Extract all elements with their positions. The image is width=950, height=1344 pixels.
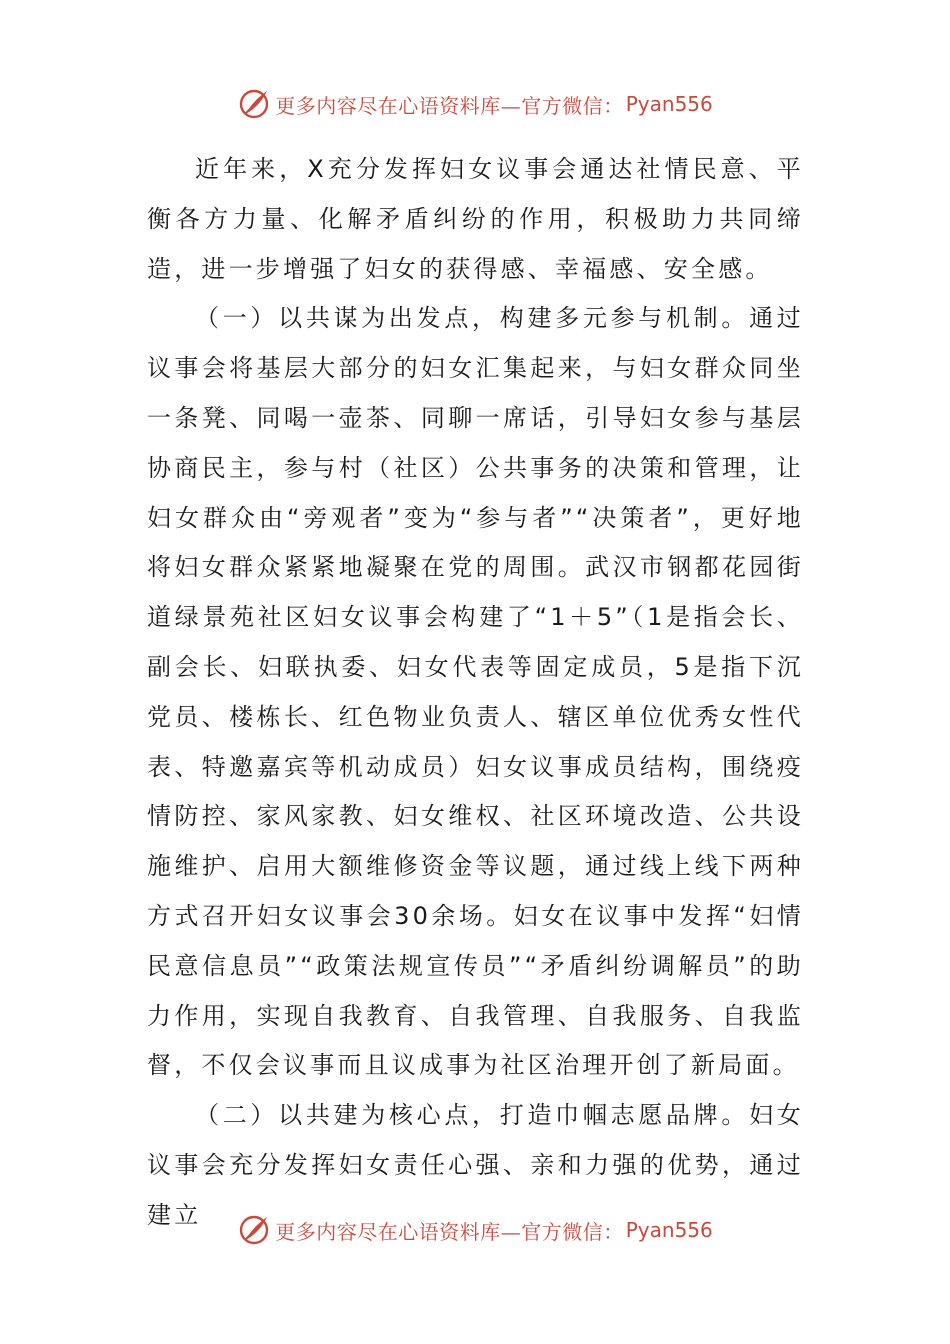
watermark-text: 更多内容尽在心语资料库—官方微信： <box>275 93 624 118</box>
document-body <box>147 145 804 1241</box>
watermark-header <box>0 84 950 124</box>
quill-logo-icon <box>237 1213 271 1247</box>
watermark-text: 更多内容尽在心语资料库—官方微信： <box>275 1219 624 1244</box>
watermark-wechat-id: Pyan556 <box>625 1218 713 1242</box>
quill-logo-icon <box>237 87 271 121</box>
paragraph-section-2: （二）以共建为核心点，打造巾帼志愿品牌。妇女议事会充分发挥妇女责任心强、亲和力强的优势，通过建立 <box>147 1101 804 1229</box>
watermark-wechat-id: Pyan556 <box>625 92 713 116</box>
watermark-footer <box>0 1210 950 1250</box>
paragraph-intro: 近年来，X充分发挥妇女议事会通达社情民意、平衡各方力量、化解矛盾纠纷的作用，积极助力共同缔造，进一步增强了妇女的获得感、幸福感、安全感。 <box>147 155 804 283</box>
paragraph-section-1: （一）以共谋为出发点，构建多元参与机制。通过议事会将基层大部分的妇女汇集起来，与妇女群众同坐一条凳、同喝一壶茶、同聊一席话，引导妇女参与基层协商民主，参与村（社区）公共事务的决策和管理，让妇女群众由“旁观者”变为“参与者”“决策者”，更好地将妇女群众紧紧地凝聚在党的周围。武汉市钢都花园街道绿景苑社区妇女议事会构建了“1＋5”（1是指会长、副会长、妇联执委、妇女代表等固定成员，5是指下沉党员、楼栋长、红色物业负责人、辖区单位优秀女性代表、特邀嘉宾等机动成员）妇女议事成员结构，围绕疫情防控、家风家教、妇女维权、社区环境改造、公共设施维护、启用大额维修资金等议题，通过线上线下两种方式召开妇女议事会30余场。妇女在议事中发挥“妇情民意信息员”“政策法规宣传员”“矛盾纠纷调解员”的助力作用，实现自我教育、自我管理、自我服务、自我监督，不仅会议事而且议成事为社区治理开创了新局面。 <box>147 304 804 1080</box>
